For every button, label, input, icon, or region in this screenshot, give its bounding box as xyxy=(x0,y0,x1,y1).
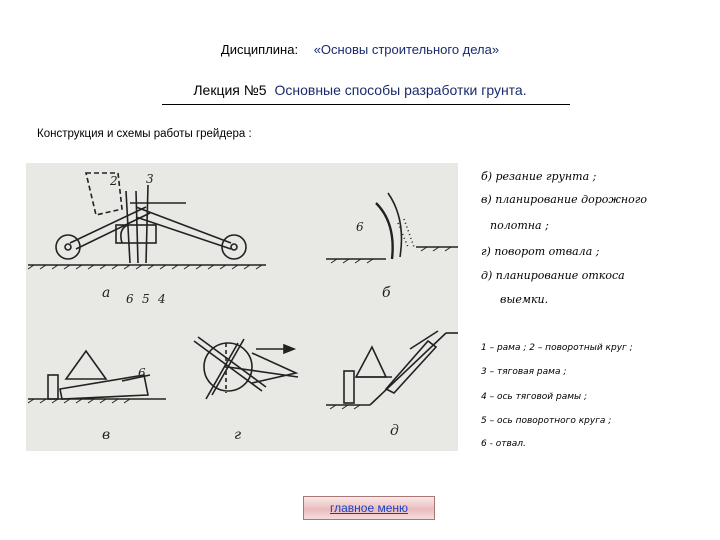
main-menu-link[interactable]: главное меню xyxy=(329,501,409,515)
main-menu-button[interactable] xyxy=(303,496,435,520)
legend-item: 4 – ось тяговой рамы ; xyxy=(481,392,587,402)
grader-diagram xyxy=(26,163,458,451)
caption-g: г) поворот отвала ; xyxy=(481,245,600,258)
panel-a-callout-5: 5 xyxy=(142,292,150,306)
legend-item: 6 - отвал. xyxy=(481,439,526,449)
legend-item: 5 – ось поворотного круга ; xyxy=(481,416,612,426)
caption-d: д) планирование откоса xyxy=(481,269,625,282)
legend-item: 3 – тяговая рама ; xyxy=(481,367,567,377)
panel-g-letter: г xyxy=(234,427,242,443)
panel-d-drawing xyxy=(326,331,458,409)
discipline-label: Дисциплина: xyxy=(220,42,299,57)
caption-d-cont: выемки. xyxy=(500,293,549,306)
section-title: Конструкция и схемы работы грейдера : xyxy=(37,128,252,140)
panel-d-letter: д xyxy=(390,423,399,439)
discipline-name: «Основы строительного дела» xyxy=(313,42,500,57)
lecture-title: Основные способы разработки грунта. xyxy=(274,82,527,98)
legend-item: 1 – рама ; 2 – поворотный круг ; xyxy=(481,343,633,353)
panel-a-callout-4: 4 xyxy=(158,292,166,306)
panel-a-callout-3: 3 xyxy=(146,172,154,186)
discipline-line xyxy=(0,42,720,57)
caption-b: б) резание грунта ; xyxy=(481,170,597,183)
header-divider xyxy=(162,104,570,105)
panel-v-callout-6: 6 xyxy=(138,366,146,380)
panel-a-drawing xyxy=(28,173,266,269)
panel-b-drawing xyxy=(326,193,458,263)
panel-b-callout-6: 6 xyxy=(356,220,364,234)
lecture-line xyxy=(0,82,720,98)
panel-v-letter: в xyxy=(102,427,111,443)
caption-v: в) планирование дорожного xyxy=(481,193,647,206)
panel-a-callout-2: 2 xyxy=(110,174,118,188)
panel-a-callout-6: 6 xyxy=(126,292,134,306)
caption-v-cont: полотна ; xyxy=(490,219,549,232)
panel-g-drawing xyxy=(194,337,298,399)
panel-a-letter: а xyxy=(102,285,111,301)
panel-b-letter: б xyxy=(382,285,391,301)
lecture-label: Лекция №5 xyxy=(193,82,267,98)
